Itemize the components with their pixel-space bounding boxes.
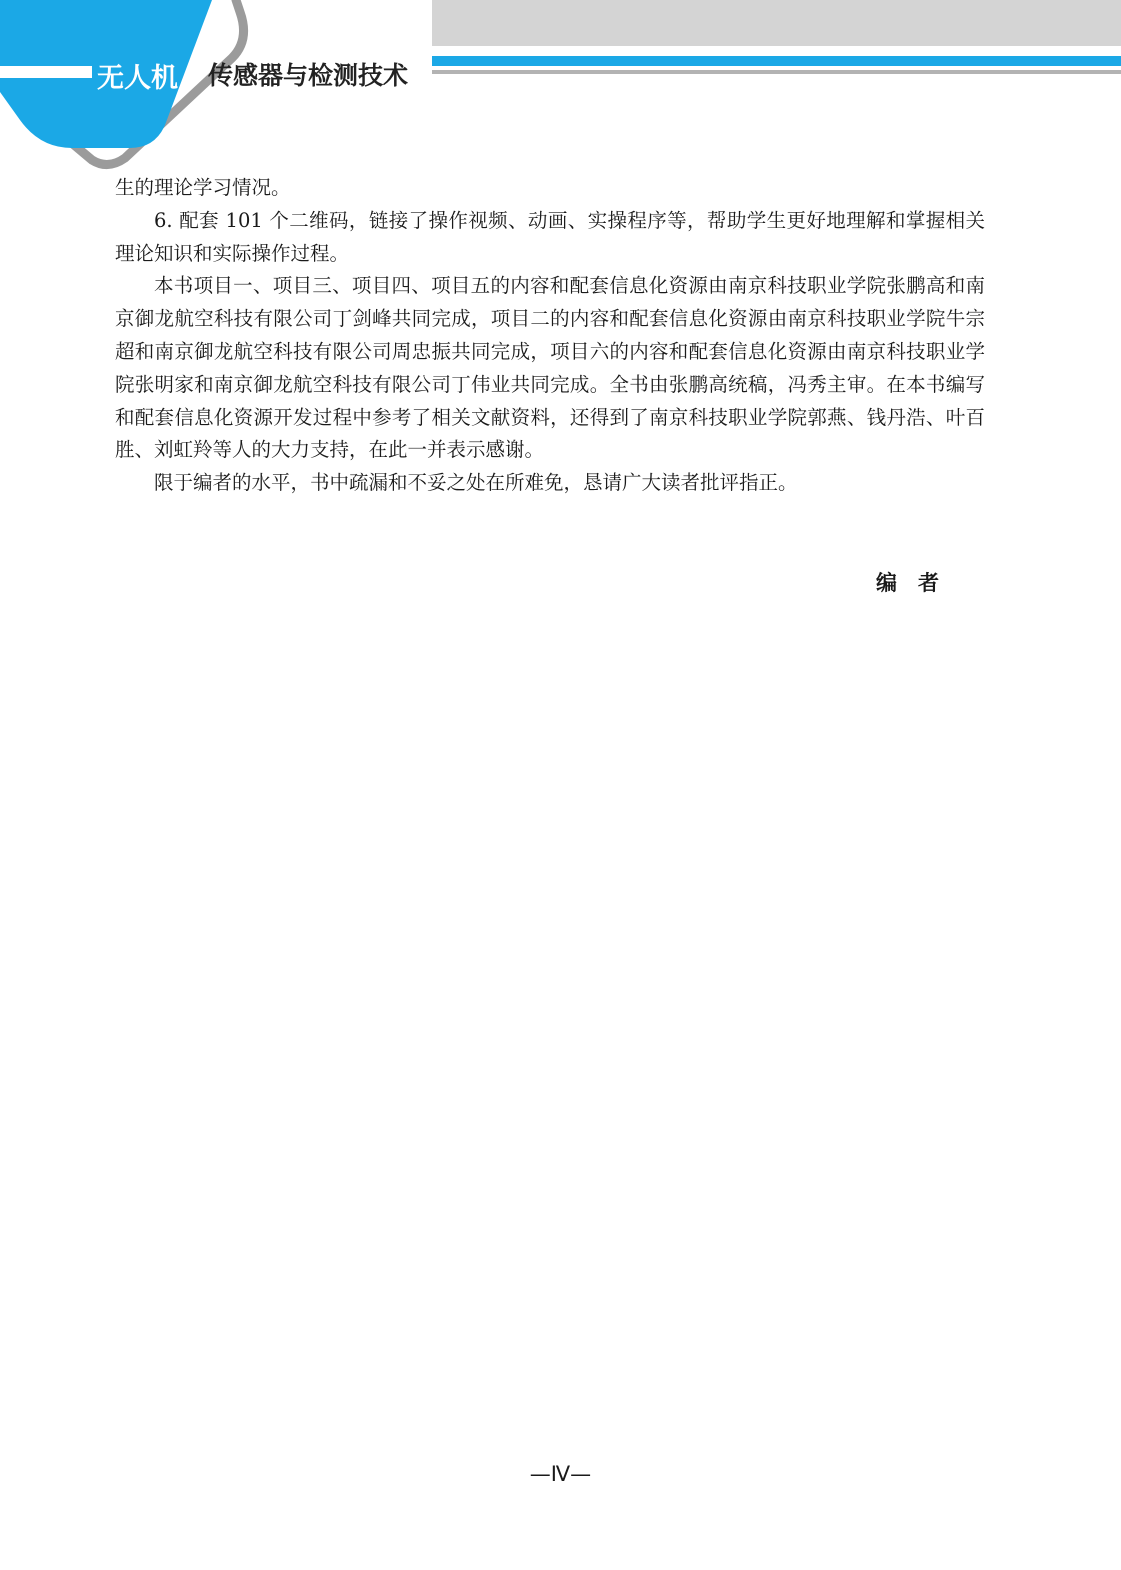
book-title: 传感器与检测技术: [208, 61, 409, 90]
main-content: [115, 172, 985, 500]
series-title: 无人机: [97, 63, 178, 94]
author-signature: 编 者: [876, 571, 939, 595]
paragraph: 6. 配套 101 个二维码，链接了操作视频、动画、实操程序等，帮助学生更好地理解和掌握相关理论知识和实际操作过程。: [115, 208, 985, 265]
paragraph: 生的理论学习情况。: [115, 176, 291, 199]
page-header: [0, 0, 1121, 170]
paragraph: 本书项目一、项目三、项目四、项目五的内容和配套信息化资源由南京科技职业学院张鹏高和南京御龙航空科技有限公司丁剑峰共同完成，项目二的内容和配套信息化资源由南京科技职业学院牛宗超和南京御龙航空科技有限公司周忠振共同完成，项目六的内容和配套信息化资源由南京科技职业学院张明家和南京御龙航空科技有限公司丁伟业共同完成。全书由张鹏高统稿，冯秀主审。在本书编写和配套信息化资源开发过程中参考了相关文献资料，还得到了南京科技职业学院郭燕、钱丹浩、叶百胜、刘虹羚等人的大力支持，在此一并表示感谢。: [115, 274, 985, 462]
paragraph: 限于编者的水平，书中疏漏和不妥之处在所难免，恳请广大读者批评指正。: [154, 471, 798, 495]
page-number: —Ⅳ—: [529, 1462, 592, 1486]
